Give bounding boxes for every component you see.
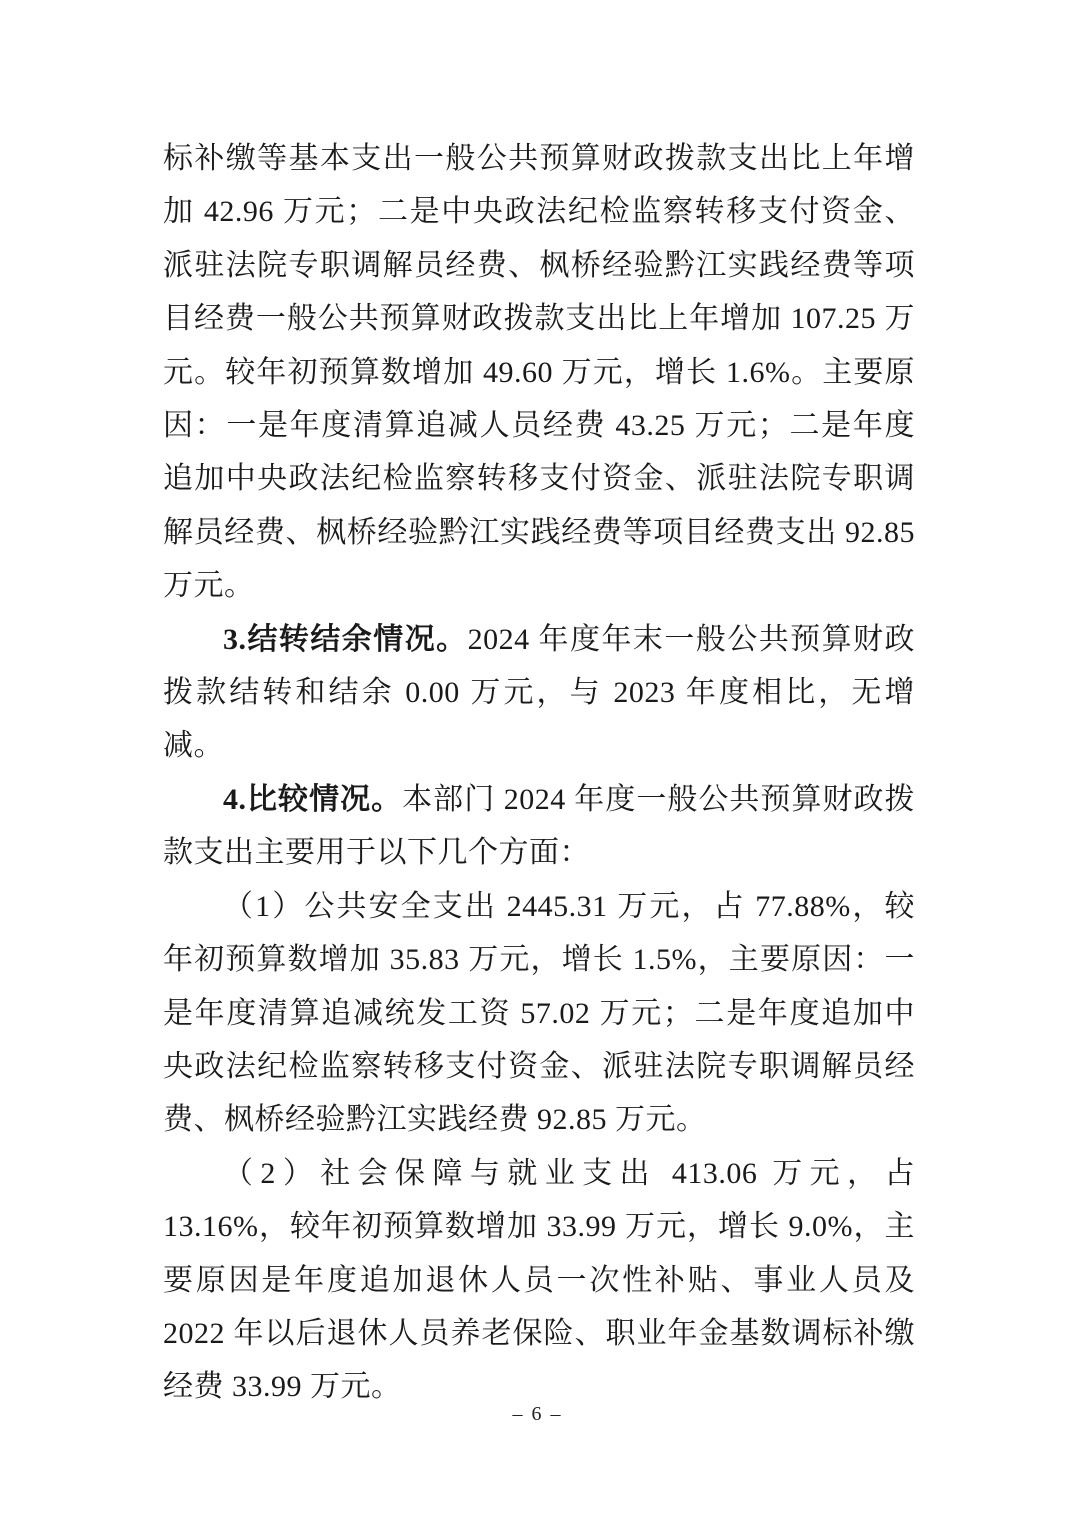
paragraph-heading: 3.结转结余情况。 xyxy=(223,622,468,656)
body-paragraph xyxy=(163,613,915,773)
document-body xyxy=(163,132,915,1414)
paragraph-text: （2）社会保障与就业支出 413.06 万元，占 13.16%，较年初预算数增加 33.99 万元，增长 9.0%，主要原因是年度追加退休人员一次性补贴、事业人员及 2022 年以后退休人员养老保险、职业年金基数调标补缴经费 33.99 万元。 xyxy=(163,1156,915,1404)
body-paragraph xyxy=(163,773,915,880)
paragraph-text: （1）公共安全支出 2445.31 万元，占 77.88%，较年初预算数增加 35.83 万元，增长 1.5%，主要原因：一是年度清算追减统发工资 57.02 万元；二是年度追加中央政法纪检监察转移支付资金、派驻法院专职调解员经费、枫桥经验黔江实践经费 92.85 万元。 xyxy=(163,889,915,1137)
body-paragraph xyxy=(163,1147,915,1414)
paragraph-text: 本部门 2024 年度一般公共预算财政拨款支出主要用于以下几个方面： xyxy=(163,782,916,870)
paragraph-text: 2024 年度年末一般公共预算财政拨款结转和结余 0.00 万元，与 2023 年度相比，无增减。 xyxy=(163,622,916,763)
paragraph-heading: 4.比较情况。 xyxy=(223,782,403,816)
page-number: – 6 – xyxy=(512,1403,563,1425)
paragraph-text: 标补缴等基本支出一般公共预算财政拨款支出比上年增加 42.96 万元；二是中央政法纪检监察转移支付资金、派驻法院专职调解员经费、枫桥经验黔江实践经费等项目经费一般公共预算财政拨款支出比上年增加 107.25 万元。较年初预算数增加 49.60 万元，增长 1.6%。主要原因：一是年度清算追减人员经费 43.25 万元；二是年度追加中央政法纪检监察转移支付资金、派驻法院专职调解员经费、枫桥经验黔江实践经费等项目经费支出 92.85 万元。 xyxy=(163,142,915,603)
body-paragraph xyxy=(163,880,915,1147)
body-paragraph xyxy=(163,132,915,613)
